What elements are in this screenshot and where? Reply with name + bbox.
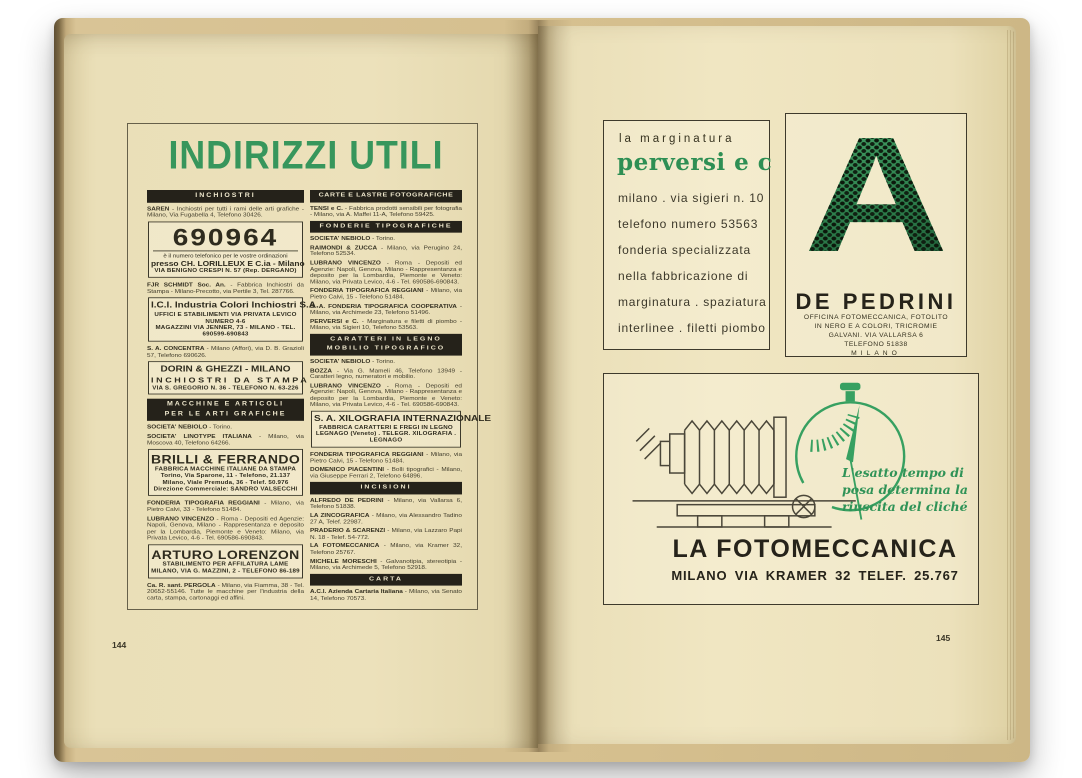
- listing-entry: LUBRANO VINCENZO - Roma - Depositi ed Agenzie: Napoli, Genova, Milano - Rappresentanza e deposito per la Lombardia, Piemonte e Veneto: Milano, via Privata Levico, 4-6 - Tel. 690586-690843.: [310, 260, 462, 286]
- de-pedrini-name: DE PEDRINI: [795, 289, 957, 314]
- perversi-tagline: la marginatura: [619, 133, 735, 145]
- listing-entry: PERVERSI e C. - Marginatura e filetti di piombo - Milano, via Sigieri 10, Telefono 53563.: [310, 318, 462, 331]
- boxed-ad: [148, 449, 303, 496]
- listing-entry: SAREN - Inchiostri per tutti i rami delle arti grafiche - Milano, Via Fugabella 4, Telefono 30426.: [147, 205, 304, 219]
- section-header: MACCHINE E ARTICOLI PER LE ARTI GRAFICHE: [147, 399, 304, 421]
- section-header: INCISIONI: [310, 482, 462, 494]
- listing-entry: S. A. FONDERIA TIPOGRAFICA COOPERATIVA - Milano, via Archimede 23, Telefono 51496.: [310, 303, 463, 316]
- page-number-right: 145: [936, 633, 951, 643]
- boxed-ad-line: ARTURO LORENZON: [151, 547, 300, 562]
- listing-entry: ALFREDO DE PEDRINI - Milano, via Vallarsa 6, Telefono 51838.: [310, 497, 462, 510]
- listing-entry: TENSI e C. - Fabbrica prodotti sensibili per fotografia - Milano, via A. Maffei 11-A, Telefono 59425.: [310, 205, 462, 218]
- boxed-ad-line: Direzione Commerciale: SANDRO VALSECCHI: [153, 486, 298, 493]
- de-pedrini-line: OFFICINA FOTOMECCANICA, FOTOLITO: [803, 314, 949, 321]
- listing-entry: SOCIETA' NEBIOLO - Torino.: [310, 358, 396, 365]
- listing-entry: FONDERIA TIPOGRAFICA REGGIANI - Milano, via Pietro Calvi, 15 - Telefono 51484.: [310, 288, 463, 301]
- section-header: CARTA: [310, 574, 462, 586]
- listing-entry: Ca. R. sant. PERGOLA - Milano, via Fiamma, 38 - Tel. 20652-55146. Tutte le macchine per l'industria della carta, stampa, cartonaggi ed affini.: [147, 582, 304, 602]
- ad-de-pedrini: [785, 103, 967, 357]
- directory-right-column: [310, 190, 492, 604]
- boxed-ad-line: LEGNAGO (Veneto) . TELEGR. XILOGRAFIA . LEGNAGO: [315, 431, 457, 444]
- listing-entry: MICHELE MORESCHI - Galvanotipia, stereotipia - Milano, via Archimede 5, Telefono 52918.: [310, 558, 462, 571]
- listing-entry: LA FOTOMECCANICA - Milano, via Kramer 32, Telefono 25767.: [310, 543, 462, 556]
- fotomeccanica-slogan: [842, 464, 974, 515]
- boxed-ad: [148, 544, 303, 578]
- bellows-camera-drawing: [633, 417, 856, 527]
- fotomeccanica-slogan-line: riuscita del cliché: [842, 499, 968, 514]
- boxed-ad-line: MAGAZZINI VIA JENNER, 73 - MILANO - TEL. 690599-690843: [155, 324, 296, 338]
- camera-stopwatch-illustration: [612, 380, 934, 540]
- listing-entry: S. A. CONCENTRA - Milano (Affori), via D. B. Grazioli 57, Telefono 690626.: [147, 345, 304, 359]
- boxed-ad-line: Torino, Via Sparone, 11 - Telefono, 21.137: [160, 472, 291, 479]
- boxed-ad: [148, 361, 310, 394]
- de-pedrini-line: MILANO: [851, 350, 901, 357]
- fotomeccanica-address: MILANO VIA KRAMER 32 TELEF. 25.767: [671, 568, 959, 583]
- perversi-line: telefono numero 53563: [618, 217, 759, 231]
- listing-entry: FJR SCHMIDT Soc. An. - Fabbrica Inchiostri da Stampa - Milano-Precotto, via Pertile 3, Tel. 287766.: [147, 282, 304, 295]
- section-header: FONDERIE TIPOGRAFICHE: [310, 221, 462, 233]
- halftone-a-letter: A: [803, 103, 949, 286]
- ad-perversi: [603, 120, 773, 350]
- boxed-ad-line: Milano, Viale Premuda, 36 - Telef. 50.976: [162, 479, 289, 486]
- fotomeccanica-slogan-line: L'esatto tempo di: [842, 465, 964, 480]
- boxed-ad-line: è il numero telefonico per le vostre ordinazioni: [163, 252, 288, 259]
- boxed-ad-line: VIA BENIGNO CRESPI N. 57 (Rep. DERGANO): [154, 267, 297, 274]
- de-pedrini-line: TELEFONO 51838: [844, 341, 908, 348]
- boxed-ad-line: 690964: [153, 225, 298, 251]
- perversi-line: nella fabbricazione di: [618, 269, 749, 283]
- de-pedrini-line: IN NERO E A COLORI, TRICROMIE: [814, 323, 938, 330]
- boxed-ad-line: S. A. XILOGRAFIA INTERNAZIONALE: [314, 414, 492, 424]
- listing-entry: A.C.I. Azienda Cartaria Italiana - Milano, via Senato 14, Telefono 70573.: [310, 589, 462, 602]
- section-header: CARTE E LASTRE FOTOGRAFICHE: [310, 190, 462, 202]
- listing-entry: SOCIETA' LINOTYPE ITALIANA - Milano, via Moscova 40, Telefono 64266.: [147, 433, 304, 447]
- fotomeccanica-slogan-line: posa determina la: [842, 482, 968, 497]
- boxed-ad-line: MILANO, VIA G. MAZZINI, 2 - TELEFONO 86-189: [151, 568, 300, 574]
- listing-entry: BOZZA - Via G. Mameli 46, Telefono 13949 - Caratteri legno, numeratori e mobilio.: [310, 367, 462, 380]
- boxed-ad-line: FABBRICA CARATTERI E FREGI IN LEGNO: [319, 424, 453, 431]
- boxed-ad-line: UFFICI E STABILIMENTI VIA PRIVATA LEVICO NUMERO 4-6: [154, 311, 297, 325]
- boxed-ad-line: STABILIMENTO PER AFFILATURA LAME: [162, 561, 289, 568]
- boxed-ad-line: BRILLI & FERRANDO: [151, 452, 301, 467]
- listing-entry: LUBRANO VINCENZO - Roma - Depositi ed Agenzie: Napoli, Genova, Milano - Rappresentanza e deposito per la Lombardia, Piemonte e Veneto: Milano, via Privata Levico, 4-6 - Tel. 690586-690843.: [310, 382, 462, 408]
- fotomeccanica-name: LA FOTOMECCANICA: [672, 535, 958, 563]
- perversi-line: fonderia specializzata: [618, 243, 752, 257]
- listing-entry: FONDERIA TIPOGRAFIA REGGIANI - Milano, via Pietro Calvi, 33 - Telefono 51484.: [147, 500, 304, 513]
- directory-left-column: [147, 190, 319, 604]
- listing-entry: LA ZINCOGRAFICA - Milano, via Alessandro Tadino 27 A, Telef. 22987.: [310, 512, 462, 526]
- perversi-line: marginatura . spaziatura: [618, 295, 767, 309]
- boxed-ad-line: I.C.I. Industria Colori Inchiostri S.A.: [151, 300, 319, 311]
- boxed-ad-line: INCHIOSTRI DA STAMPA: [151, 375, 310, 384]
- boxed-ad-line: FABBRICA MACCHINE ITALIANE DA STAMPA: [154, 466, 297, 473]
- section-header: CARATTERI IN LEGNO MOBILIO TIPOGRAFICO: [310, 334, 462, 356]
- page-number-left: 144: [112, 640, 127, 650]
- ad-fotomeccanica: [603, 373, 979, 605]
- boxed-ad-line: DORIN & GHEZZI - MILANO: [160, 364, 291, 375]
- listing-entry: RAIMONDI & ZUCCA - Milano, via Perugino 24, Telefono 52534.: [310, 245, 462, 258]
- boxed-ad: [148, 221, 303, 278]
- listing-entry: SOCIETA' NEBIOLO - Torino.: [147, 424, 233, 431]
- perversi-line: milano . via sigieri n. 10: [618, 191, 765, 205]
- listing-entry: SOCIETA' NEBIOLO - Torino.: [310, 236, 396, 243]
- directory-title: INDIRIZZI UTILI: [168, 133, 444, 178]
- perversi-line: interlinee . filetti piombo: [618, 321, 766, 335]
- listing-entry: DOMENICO PIACENTINI - Bolli tipografici - Milano, via Giuseppe Ferrari 2, Telefono 64896.: [310, 466, 462, 480]
- listing-entry: LUBRANO VINCENZO - Roma - Depositi ed Agenzie: Napoli, Genova, Milano - Rappresentanza e deposito per la Lombardia, Piemonte e Veneto: Milano, via Privata Levico, 4-6 - Tel. 690586-690843.: [147, 515, 305, 542]
- listing-entry: FONDERIA TIPOGRAFICA REGGIANI - Milano, via Pietro Calvi, 15 - Telefono 51484.: [310, 451, 463, 464]
- de-pedrini-line: GALVANI. VIA VALLARSA 6: [828, 332, 924, 339]
- boxed-ad-line: presso CH. LORILLEUX E C.ia - Milano: [151, 259, 305, 268]
- perversi-name: perversi e c: [617, 149, 773, 176]
- boxed-ad-line: VIA S. GREGORIO N. 36 - TELEFONO N. 63-226: [152, 384, 299, 391]
- boxed-ad: [311, 411, 492, 448]
- section-header: INCHIOSTRI: [147, 190, 304, 202]
- boxed-ad: [148, 298, 319, 342]
- listing-entry: PRADERIO & SCARENZI - Milano, via Lazzaro Papi N. 18 - Telef. 54-772.: [310, 528, 462, 541]
